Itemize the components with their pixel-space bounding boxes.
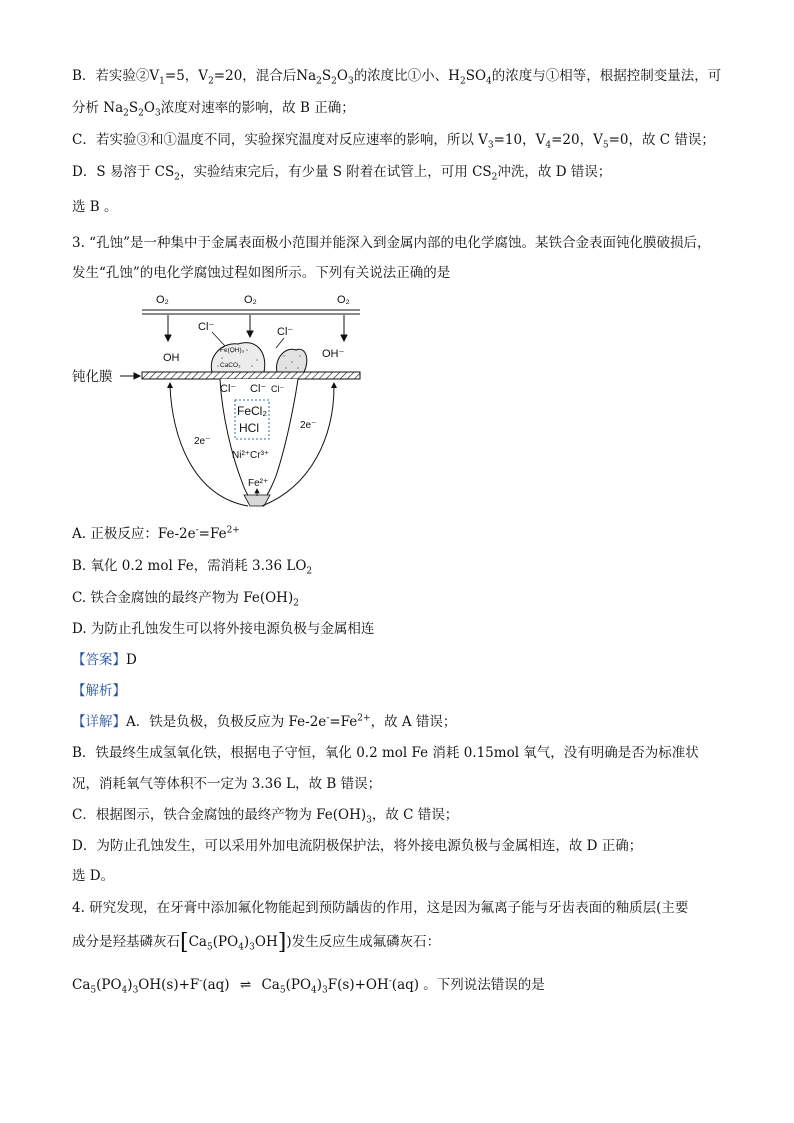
q3-answer	[72, 650, 732, 670]
fecl2-label: FeCl₂	[237, 404, 267, 418]
q3-detail-d: D．为防止孔蚀发生，可以采用外加电流阴极保护法，将外接电源负极与金属相连，故 D 正确；	[72, 838, 643, 854]
electron-label-right: 2e⁻	[300, 420, 317, 431]
answer-value: D	[126, 652, 137, 668]
o2-label-3: O₂	[337, 294, 350, 306]
hcl-label: HCl	[239, 421, 259, 435]
q3-option-b: B. 氧化 0.2 mol Fe，需消耗 3.36 $LO_2$	[72, 558, 313, 577]
fe2-label: Fe²⁺	[248, 478, 269, 489]
oh-label-right: OH⁻	[322, 348, 345, 360]
answer-label: 【答案】	[72, 652, 126, 668]
q4-stem-line1: 4. 研究发现，在牙膏中添加氟化物能起到预防龋齿的作用，这是因为氟离子能与牙齿表面的釉质层(主要	[72, 900, 689, 916]
cl-label-mid2: Cl⁻	[250, 383, 267, 395]
cl-label-mid3: Cl⁻	[271, 384, 285, 394]
prev-solution-d-line: D．S 易溶于 $CS_2$，实验结束完后，有少量 S 附着在试管上，可用 $CS_2$冲洗，故 D 错误；	[72, 164, 612, 183]
ni-cr-label: Ni²⁺Cr³⁺	[232, 450, 270, 461]
passivation-film	[142, 372, 360, 379]
prev-solution-b-line1: B．若实验$②V_1=5$，$V_2=20$，混合后$Na_2S_2O_3$的浓度比①小、$H_2SO_4$的浓度与①相等，根据控制变量法，可	[72, 68, 722, 87]
feoh3-label: Fe(OH)₃	[220, 347, 245, 354]
electron-label-left: 2e⁻	[194, 436, 211, 447]
prev-solution-b-line2: 分析 $Na_2S_2O_3$浓度对速率的影响，故 B 正确；	[72, 100, 355, 119]
q3-stem-line1: 3. “孔蚀”是一种集中于金属表面极小范围并能深入到金属内部的电化学腐蚀。某铁合金表面钝化膜破损后，	[72, 235, 711, 251]
q4-equation: $Ca_5(PO_4)_3OH(s)+F^-(aq)$ ⇌ $Ca_5(PO_4)_3F(s)+OH^-(aq)$ 。下列说法错误的是	[72, 976, 545, 996]
passivation-film-label: 钝化膜	[72, 369, 113, 384]
o2-label-1: O₂	[156, 294, 169, 306]
q4-stem-line2: 成分是羟基磷灰石$[Ca_5(PO_4)_3OH]$)发生反应生成氟磷灰石：	[72, 930, 441, 955]
pitting-corrosion-diagram	[72, 286, 372, 518]
equilibrium-arrow: ⇌	[239, 977, 252, 993]
q3-detail-c: C．根据图示，铁合金腐蚀的最终产物为 $Fe(OH)_3$，故 C 错误；	[72, 807, 459, 826]
q3-option-c: C. 铁合金腐蚀的最终产物为 $Fe(OH)_2$	[72, 590, 299, 609]
oh-label-left: OH	[163, 352, 180, 364]
q3-detail-b-line1: B．铁最终生成氢氧化铁，根据电子守恒，氧化 0.2 mol Fe 消耗 0.15mol 氧气，没有明确是否为标准状	[72, 745, 699, 761]
cl-label-top2: Cl⁻	[277, 326, 294, 338]
o2-label-2: O₂	[244, 294, 257, 306]
q3-detail-b-line2: 况，消耗氧气等体积不一定为 3.36 L，故 B 错误；	[72, 776, 382, 792]
prev-solution-choose: 选 B 。	[72, 199, 118, 215]
q3-option-a: A. 正极反应：$Fe-2e^-=Fe^{2+}$	[72, 525, 240, 542]
caco3-label: CaCO₃	[220, 362, 241, 369]
rust-deposit-right	[277, 349, 307, 372]
q3-option-d: D. 为防止孔蚀发生可以将外接电源负极与金属相连	[72, 621, 375, 637]
cl-label-top1: Cl⁻	[198, 321, 215, 333]
q3-choose: 选 D。	[72, 868, 115, 884]
prev-solution-c-line: C．若实验③和①温度不同，实验探究温度对反应速率的影响，所以 $V_3=10$，$V_4=20$，$V_5=0$，故 C 错误；	[72, 132, 715, 151]
q3-detail-a: 【详解】A．铁是负极，负极反应为 $Fe-2e^-=Fe^{2+}$，故 A 错误；	[72, 713, 457, 730]
q3-stem-line2: 发生“孔蚀”的电化学腐蚀过程如图所示。下列有关说法正确的是	[72, 265, 451, 281]
q3-analysis-label: 【解析】	[72, 683, 126, 699]
cl-label-mid1: Cl⁻	[220, 383, 237, 395]
